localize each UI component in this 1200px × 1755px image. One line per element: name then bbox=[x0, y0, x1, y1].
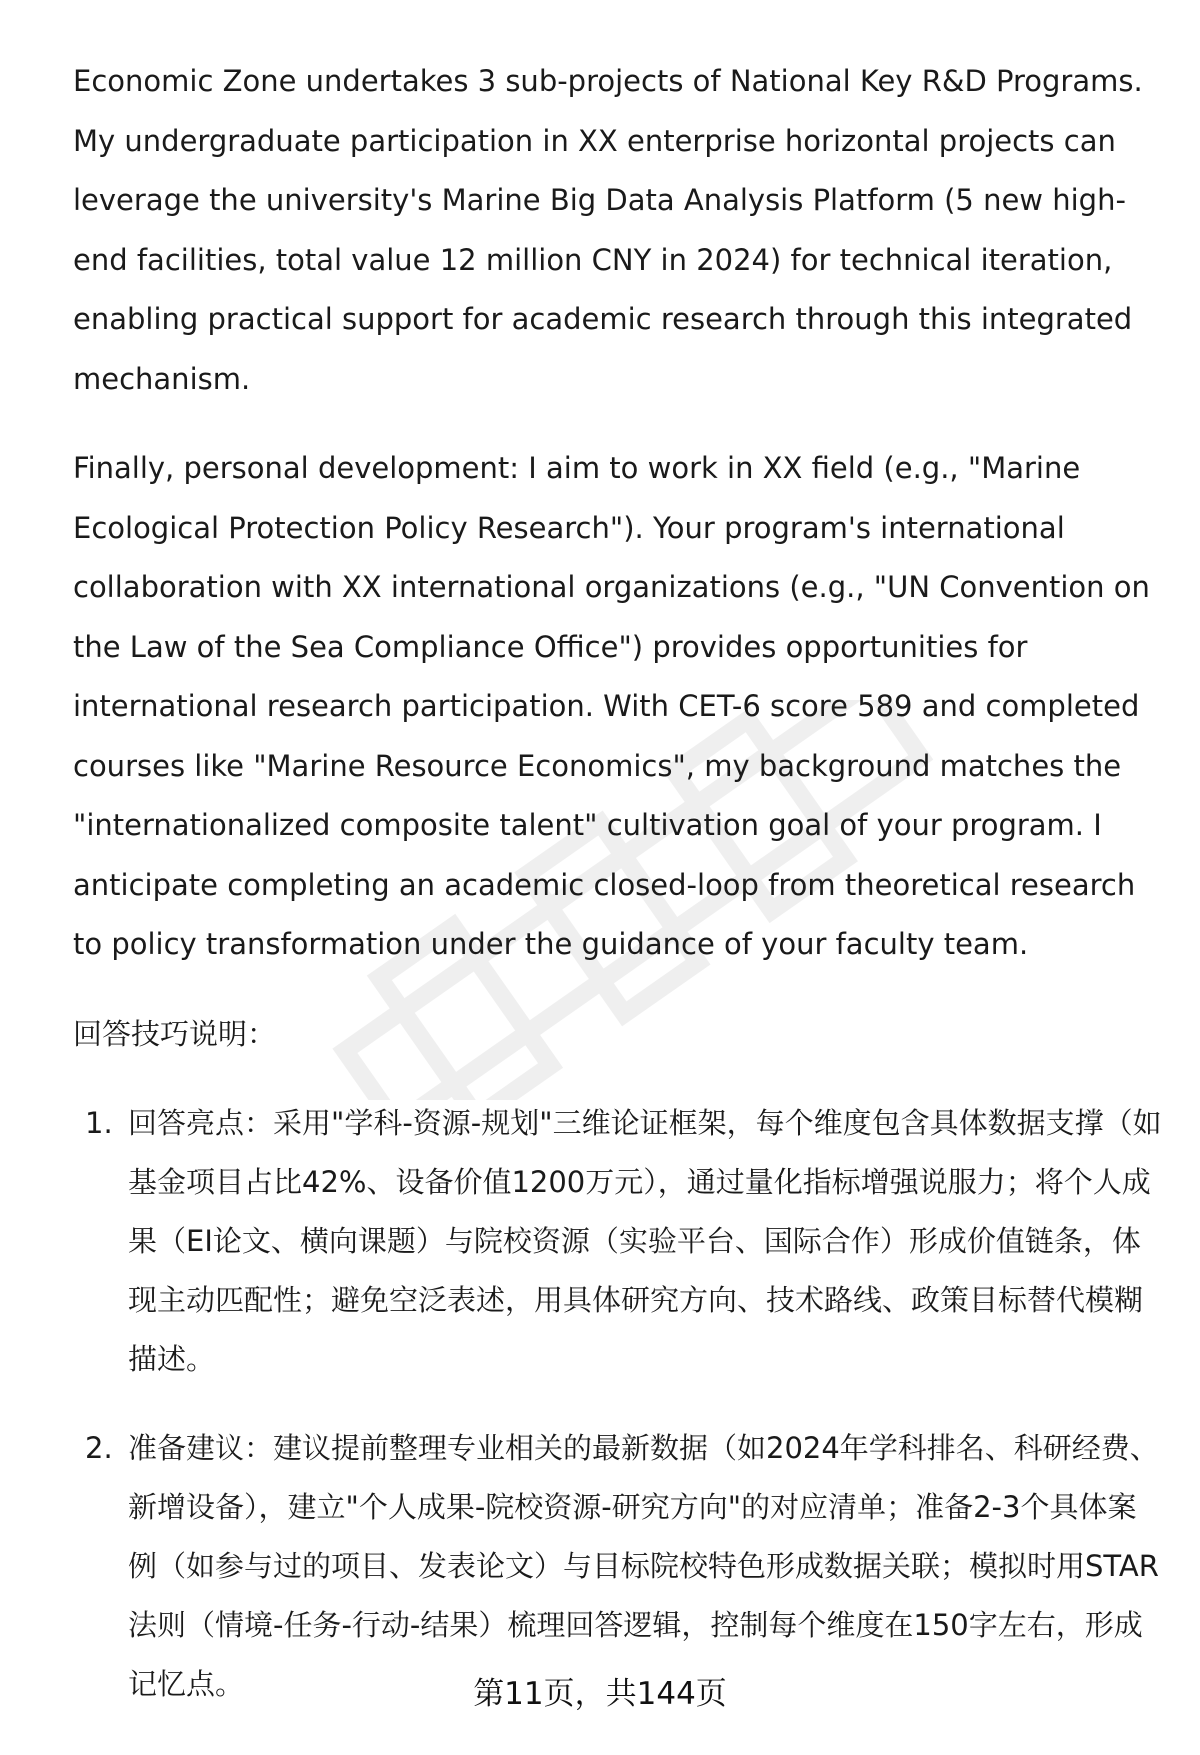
list-item bbox=[73, 1094, 1163, 1389]
list-item-text: 准备建议：建议提前整理专业相关的最新数据（如2024年学科排名、科研经费、新增设备），建立"个人成果-院校资源-研究方向"的对应清单；准备2-3个具体案例（如参与过的项目、发表论文）与目标院校特色形成数据关联；模拟时用STAR法则（情境-任务-行动-结果）梳理回答逻辑，控制每个维度在150字左右，形成记忆点。 bbox=[128, 1430, 1159, 1701]
paragraph-2: Finally, personal development: I aim to work in XX field (e.g., "Marine Ecological Protection Policy Research"). Your program's international collaboration with XX international organizations (e.g., "UN Convention on the Law of the Sea Compliance Office") provides opportunities for international research participation. With CET-6 score 589 and completed courses like "Marine Resource Economics", my background matches the "internationalized composite talent" cultivation goal of your program. I anticipate completing an academic closed-loop from theoretical research to policy transformation under the guidance of your faculty team. bbox=[73, 451, 1150, 961]
page-footer: 第11页，共144页 bbox=[473, 1676, 727, 1712]
list-number: 2. bbox=[85, 1430, 113, 1465]
document-page bbox=[73, 52, 1163, 1744]
list-number: 1. bbox=[85, 1105, 113, 1140]
tips-list bbox=[73, 1094, 1163, 1714]
list-item-text: 回答亮点：采用"学科-资源-规划"三维论证框架，每个维度包含具体数据支撑（如基金项目占比42%、设备价值1200万元），通过量化指标增强说服力；将个人成果（EI论文、横向课题）与院校资源（实验平台、国际合作）形成价值链条，体现主动匹配性；避免空泛表述，用具体研究方向、技术路线、政策目标替代模糊描述。 bbox=[128, 1105, 1162, 1376]
paragraph-1: Economic Zone undertakes 3 sub-projects of National Key R&D Programs. My undergraduate participation in XX enterprise horizontal projects can leverage the university's Marine Big Data Analysis Platform (5 new high-end facilities, total value 12 million CNY in 2024) for technical iteration, enabling practical support for academic research through this integrated mechanism. bbox=[73, 64, 1143, 396]
tips-heading: 回答技巧说明： bbox=[73, 1016, 277, 1051]
list-item bbox=[73, 1419, 1163, 1714]
